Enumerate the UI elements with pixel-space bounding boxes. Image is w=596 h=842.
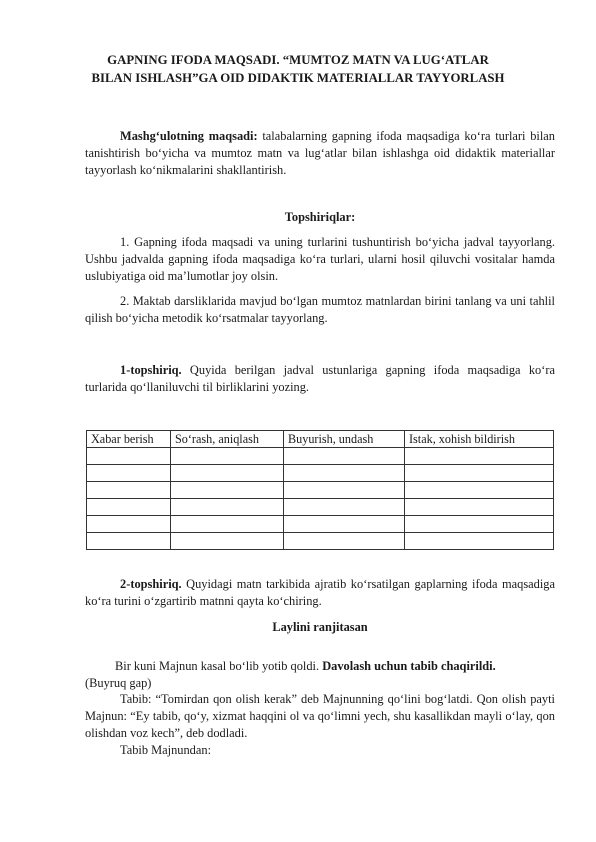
table-cell bbox=[171, 448, 284, 465]
exercise-1-paragraph bbox=[85, 362, 555, 396]
table-cell bbox=[171, 465, 284, 482]
table-cell bbox=[284, 533, 405, 550]
table-header-row bbox=[87, 431, 554, 448]
table-cell bbox=[171, 533, 284, 550]
table-cell bbox=[171, 482, 284, 499]
table-body bbox=[87, 448, 554, 550]
table-header-cell: Xabar berish bbox=[87, 431, 171, 448]
table-cell bbox=[284, 465, 405, 482]
exercise-2-paragraph bbox=[85, 576, 555, 610]
table-cell bbox=[171, 516, 284, 533]
exercise-2-text: Quyidagi matn tarkibida ajratib ko‘rsatilgan gaplarning ifoda maqsadiga ko‘ra turini o‘zgartirib matnni qayta ko‘chiring. bbox=[85, 577, 555, 608]
story-sentence-bold: Davolash uchun tabib chaqirildi. bbox=[322, 659, 496, 673]
table-row bbox=[87, 499, 554, 516]
table-cell bbox=[405, 482, 554, 499]
table-cell bbox=[171, 499, 284, 516]
page-title bbox=[60, 51, 536, 87]
story-paragraph-2: Tabib: “Tomirdan qon olish kerak” deb Majnunning qo‘lini bog‘latdi. Qon olish payti Majnun: “Ey tabib, qo‘y, xizmat haqqini ol va qo‘limni yech, shu kasallikdan mayli o‘lay, qon olishdan voz kech”, deb dodladi. bbox=[85, 692, 555, 740]
story-title: Laylini ranjitasan bbox=[272, 620, 368, 634]
table-cell bbox=[405, 448, 554, 465]
table-cell bbox=[87, 499, 171, 516]
exercise-1-label: 1-topshiriq. bbox=[120, 363, 182, 377]
goal-paragraph bbox=[85, 128, 555, 179]
table-cell bbox=[87, 482, 171, 499]
table-cell bbox=[405, 533, 554, 550]
table-cell bbox=[87, 533, 171, 550]
table-cell bbox=[284, 516, 405, 533]
table-row bbox=[87, 516, 554, 533]
goal-text: talabalarning gapning ifoda maqsadiga ko‘ra turlari bilan tanishtirish bo‘yicha va mumtoz matn va lug‘atlar bilan ishlashga oid didaktik materiallar tayyorlash ko‘nikmalarini shakllantirish. bbox=[85, 129, 555, 177]
table-cell bbox=[284, 499, 405, 516]
table-cell bbox=[87, 448, 171, 465]
table-cell bbox=[284, 448, 405, 465]
table-cell bbox=[405, 465, 554, 482]
task-item-2: 2. Maktab darsliklarida mavjud bo‘lgan mumtoz matnlardan birini tanlang va uni tahlil qilish bo‘yicha metodik ko‘rsatmalar tayyorlang. bbox=[85, 294, 555, 325]
exercise-2-label: 2-topshiriq. bbox=[120, 577, 182, 591]
table-row bbox=[87, 465, 554, 482]
goal-label: Mashg‘ulotning maqsadi: bbox=[120, 129, 258, 143]
sentence-types-table bbox=[86, 430, 554, 550]
story-sentence-plain: Bir kuni Majnun kasal bo‘lib yotib qoldi. bbox=[115, 659, 323, 673]
tasks-heading: Topshiriqlar: bbox=[284, 210, 356, 224]
table-cell bbox=[405, 516, 554, 533]
table-header-cell: So‘rash, aniqlash bbox=[171, 431, 284, 448]
table-cell bbox=[87, 465, 171, 482]
table-header-cell: Istak, xohish bildirish bbox=[405, 431, 554, 448]
story-paragraph-3: Tabib Majnundan: bbox=[120, 743, 212, 757]
table-header-cell: Buyurish, undash bbox=[284, 431, 405, 448]
table-cell bbox=[87, 516, 171, 533]
table-row bbox=[87, 533, 554, 550]
story-paragraph-1 bbox=[85, 658, 555, 675]
title-line-1: GAPNING IFODA MAQSADI. “MUMTOZ MATN VA LUG‘ATLAR bbox=[107, 53, 489, 67]
table-cell bbox=[405, 499, 554, 516]
title-line-2: BILAN ISHLASH”GA OID DIDAKTIK MATERIALLAR TAYYORLASH bbox=[91, 71, 505, 85]
table-row bbox=[87, 448, 554, 465]
table-row bbox=[87, 482, 554, 499]
story-note: (Buyruq gap) bbox=[85, 676, 152, 690]
exercise-1-text: Quyida berilgan jadval ustunlariga gapning ifoda maqsadiga ko‘ra turlarida qo‘llaniluvchi til birliklarini yozing. bbox=[85, 363, 555, 394]
task-item-1: 1. Gapning ifoda maqsadi va uning turlarini tushuntirish bo‘yicha jadval tayyorlang. Ushbu jadvalda gapning ifoda maqsadiga ko‘ra turlari, ularni hosil qiluvchi vositalar hamda uslubiyatiga oid ma’lumotlar joy olsin. bbox=[85, 235, 555, 283]
table-cell bbox=[284, 482, 405, 499]
